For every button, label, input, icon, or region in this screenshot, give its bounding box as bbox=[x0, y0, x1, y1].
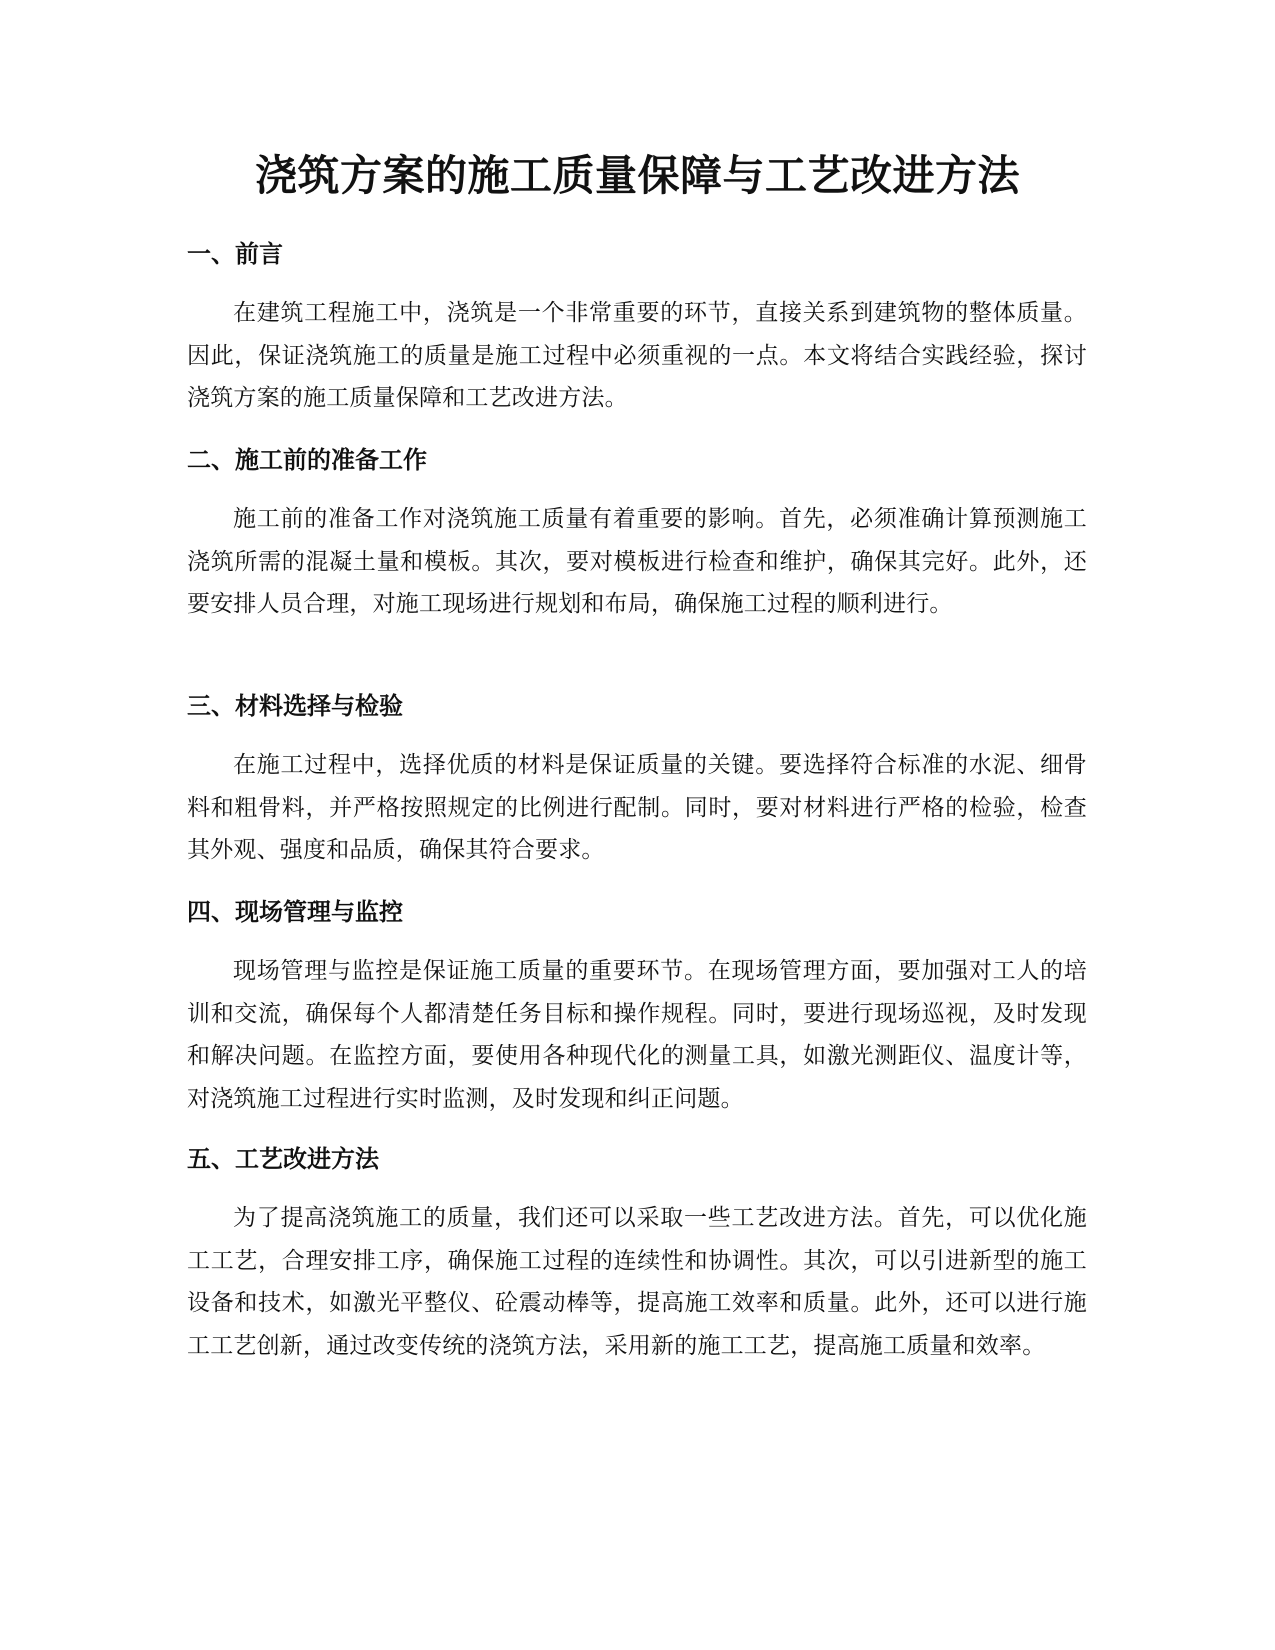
section-paragraph: 现场管理与监控是保证施工质量的重要环节。在现场管理方面，要加强对工人的培训和交流，确保每个人都清楚任务目标和操作规程。同时，要进行现场巡视，及时发现和解决问题。在监控方面，要使用各种现代化的测量工具，如激光测距仪、温度计等，对浇筑施工过程进行实时监测，及时发现和纠正问题。 bbox=[187, 958, 1087, 1112]
section-paragraph: 在施工过程中，选择优质的材料是保证质量的关键。要选择符合标准的水泥、细骨料和粗骨料，并严格按照规定的比例进行配制。同时，要对材料进行严格的检验，检查其外观、强度和品质，确保其符合要求。 bbox=[187, 752, 1087, 863]
section-paragraph: 施工前的准备工作对浇筑施工质量有着重要的影响。首先，必须准确计算预测施工浇筑所需的混凝土量和模板。其次，要对模板进行检查和维护，确保其完好。此外，还要安排人员合理，对施工现场进行规划和布局，确保施工过程的顺利进行。 bbox=[187, 506, 1087, 617]
section-process-improvement bbox=[187, 1141, 1087, 1367]
section-paragraph: 为了提高浇筑施工的质量，我们还可以采取一些工艺改进方法。首先，可以优化施工工艺，合理安排工序，确保施工过程的连续性和协调性。其次，可以引进新型的施工设备和技术，如激光平整仪、砼震动棒等，提高施工效率和质量。此外，还可以进行施工工艺创新，通过改变传统的浇筑方法，采用新的施工工艺，提高施工质量和效率。 bbox=[187, 1205, 1087, 1359]
section-heading: 四、现场管理与监控 bbox=[187, 898, 403, 926]
section-paragraph: 在建筑工程施工中，浇筑是一个非常重要的环节，直接关系到建筑物的整体质量。因此，保证浇筑施工的质量是施工过程中必须重视的一点。本文将结合实践经验，探讨浇筑方案的施工质量保障和工艺改进方法。 bbox=[187, 300, 1087, 411]
section-site-management bbox=[187, 894, 1087, 1120]
section-preparation bbox=[187, 442, 1087, 626]
section-heading: 一、前言 bbox=[187, 240, 283, 268]
document-title: 浇筑方案的施工质量保障与工艺改进方法 bbox=[254, 151, 1020, 200]
section-heading: 三、材料选择与检验 bbox=[187, 692, 403, 720]
section-materials bbox=[187, 688, 1087, 872]
section-preface bbox=[187, 236, 1087, 420]
section-heading: 二、施工前的准备工作 bbox=[187, 446, 427, 474]
section-heading: 五、工艺改进方法 bbox=[187, 1145, 379, 1173]
